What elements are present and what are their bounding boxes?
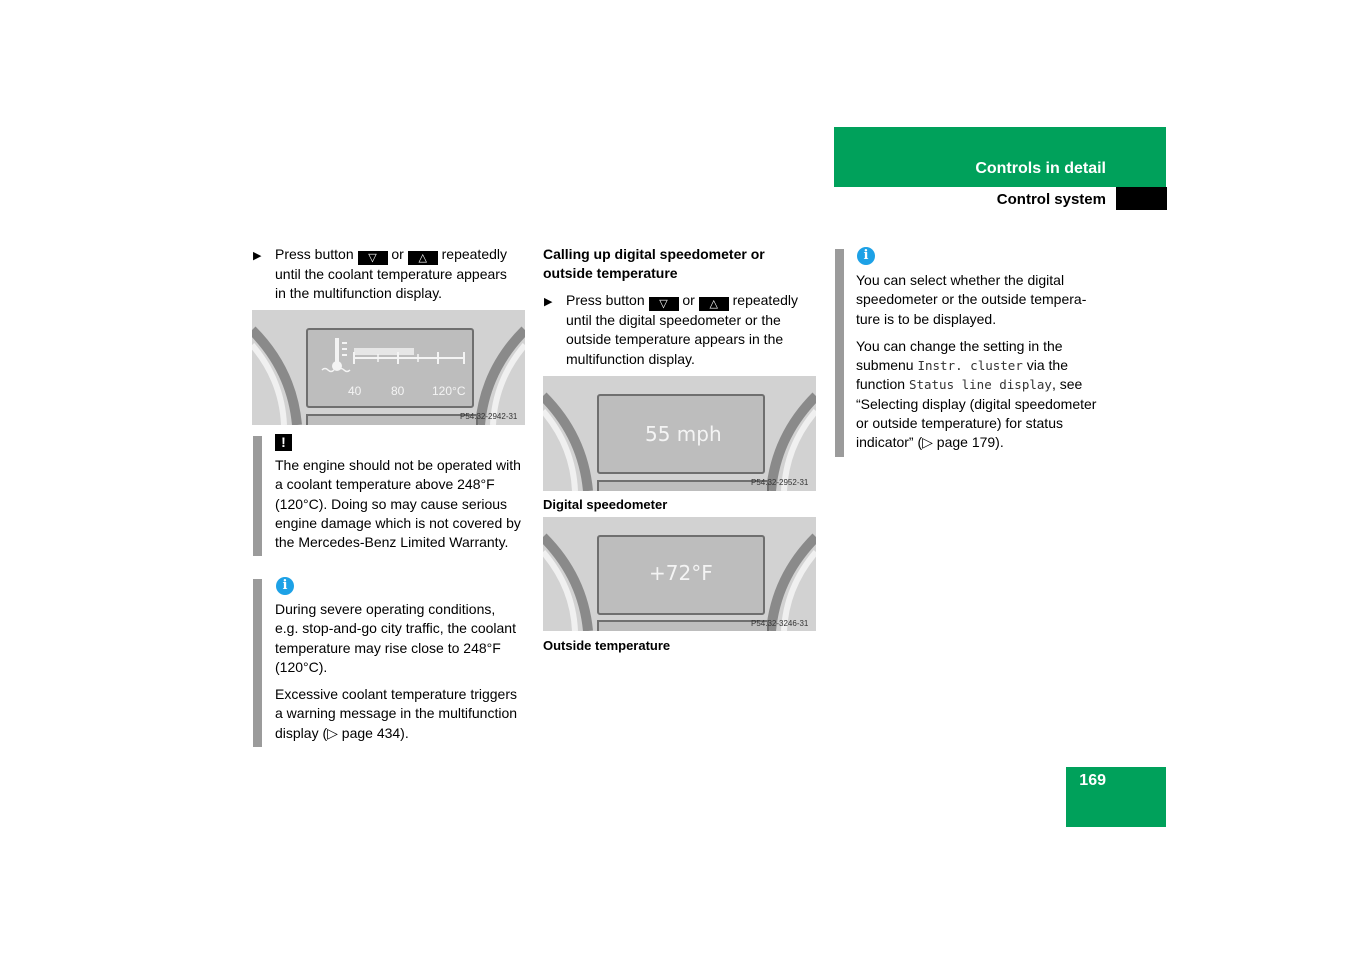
scale-label-80: 80 <box>391 384 405 398</box>
figure-code: P54.32-2952-31 <box>751 478 809 487</box>
section-title: Controls in detail <box>975 160 1106 177</box>
scale-label-120: 120°C <box>432 384 466 398</box>
info-text: You can select whether the digital speedometer or the outside tempera- ture is to be displayed. You can change the setting in the submenu Instr. cluster via the function Status line display, see “Selecting display (digital speedometer or outside temperature) for status indicator” (▷ page 179). <box>856 272 1097 451</box>
warning-text: The engine should not be operated with a coolant temperature above 248°F (120°C). Doing so may cause serious engine damage which is not covered by the Mercedes-Benz Limited Warranty. <box>275 457 521 551</box>
up-button-icon: △ <box>699 297 729 311</box>
page-number: 169 <box>1079 772 1106 789</box>
temperature-readout: +72°F <box>649 561 713 585</box>
info-bar <box>253 579 262 747</box>
header-band <box>834 127 1166 187</box>
outside-temperature-figure <box>543 517 816 631</box>
warning-icon: ! <box>275 434 292 451</box>
info-text: During severe operating conditions, e.g. stop-and-go city traffic, the coolant temperature may rise close to 248°F (120°C). Excessive coolant temperature triggers a warning message in the multifunction display (▷ page 434). <box>275 601 518 741</box>
bullet-marker: ▶ <box>253 250 262 262</box>
info-bar <box>835 249 844 457</box>
up-button-icon: △ <box>408 251 438 265</box>
section-heading: Calling up digital speedometer or outside temperature <box>543 246 765 282</box>
step-instruction: Press button ▽ or △ repeatedly until the digital speedometer or the outside temperature appears in the multifunction display. <box>566 292 799 367</box>
warning-bar <box>253 436 262 556</box>
section-subtitle: Control system <box>996 191 1106 208</box>
scale-label-40: 40 <box>348 384 362 398</box>
down-button-icon: ▽ <box>649 297 679 311</box>
speed-readout: 55 mph <box>645 422 722 446</box>
info-icon: i <box>857 247 875 265</box>
figure-code: P54.32-2942-31 <box>460 412 518 421</box>
figure-code: P54.32-3246-31 <box>751 619 809 628</box>
figure-caption: Outside temperature <box>543 638 671 653</box>
coolant-display-figure <box>252 310 525 425</box>
header-marker <box>1116 187 1167 210</box>
down-button-icon: ▽ <box>358 251 388 265</box>
figure-caption: Digital speedometer <box>543 497 668 512</box>
speedometer-figure <box>543 376 816 491</box>
info-icon: i <box>276 577 294 595</box>
bullet-marker: ▶ <box>544 296 553 308</box>
step-instruction: Press button ▽ or △ repeatedly until the coolant temperature appears in the multifunction display. <box>275 246 508 302</box>
